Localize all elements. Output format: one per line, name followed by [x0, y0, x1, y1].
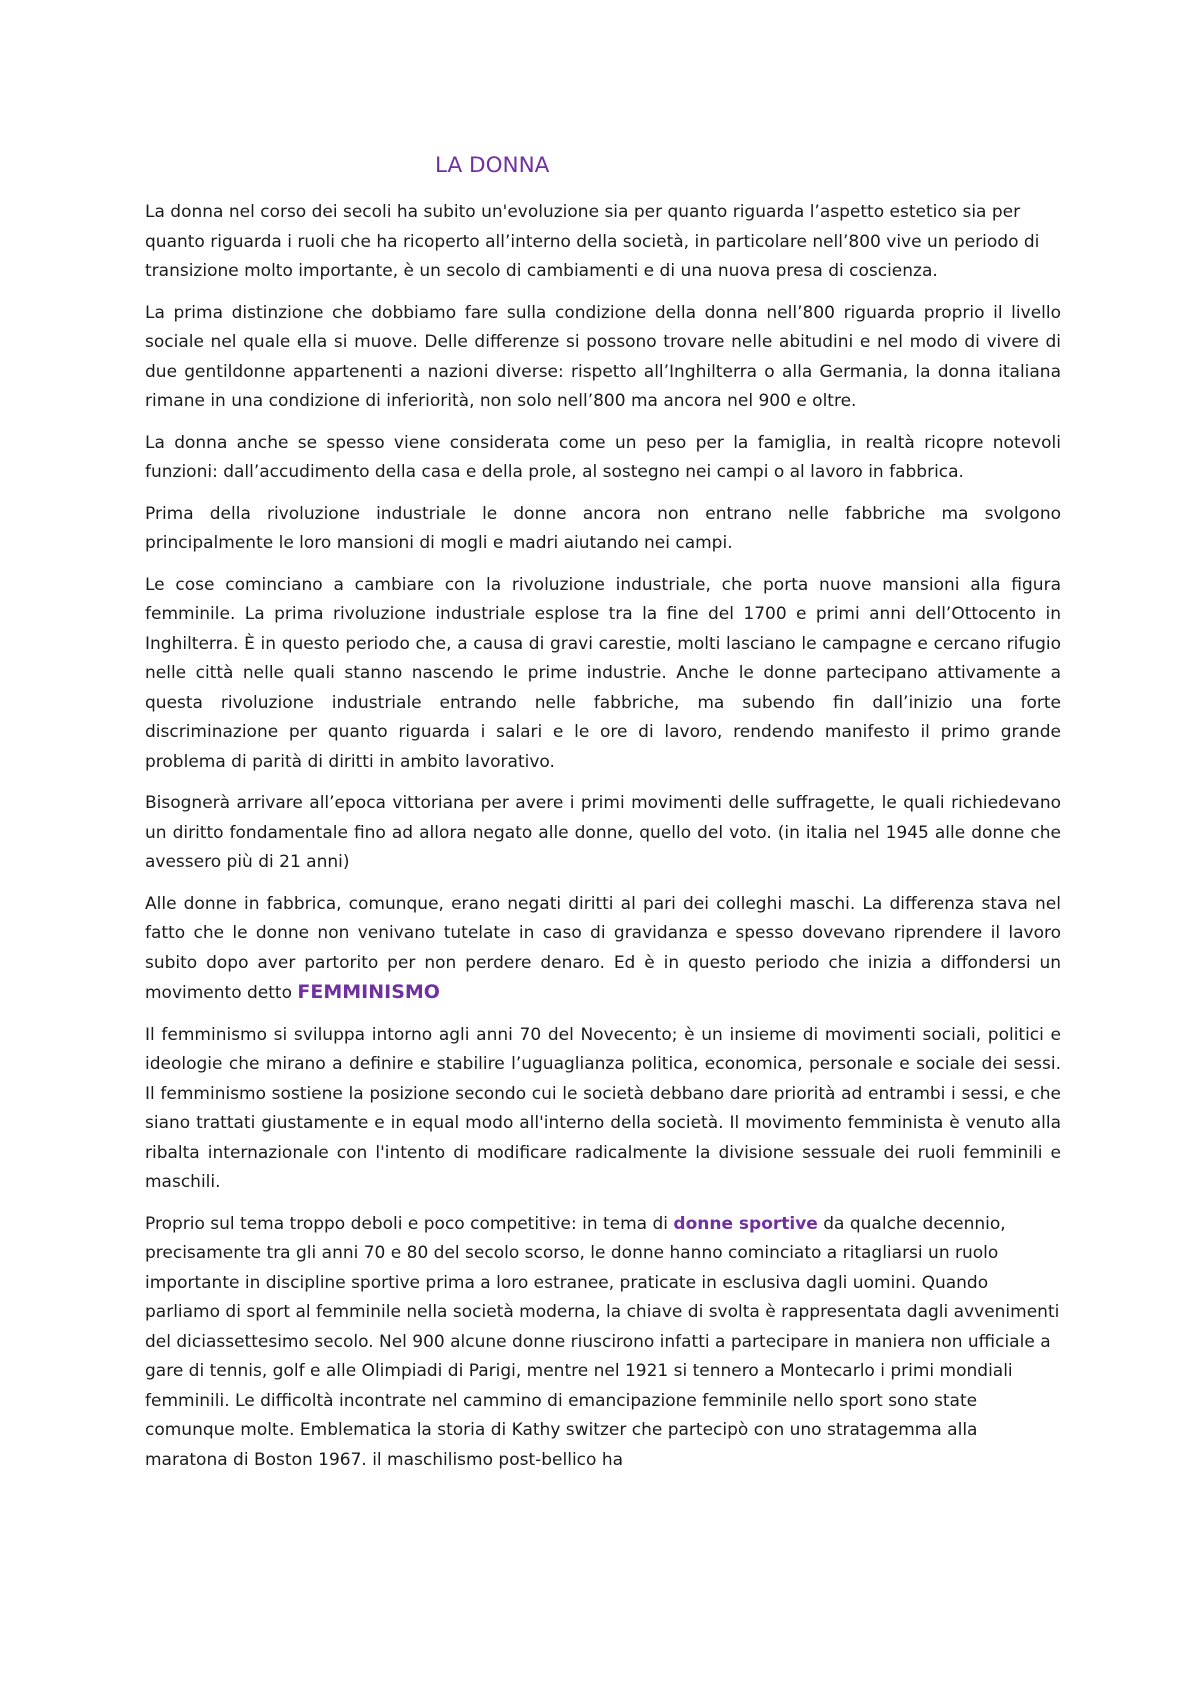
highlight-femminismo: FEMMINISMO: [297, 981, 440, 1003]
document-body: [145, 150, 1061, 1487]
paragraph-factory-rights-text: Alle donne in fabbrica, comunque, erano negati diritti al pari dei colleghi maschi. La differenza stava nel fatto che le donne non venivano tutelate in caso di gravidanza e spesso dovevano riprendere il lavoro subito dopo aver partorito per non perdere denaro. Ed è in questo periodo che inizia a diffondersi un movimento detto: [145, 893, 1061, 1003]
paragraph-factory-rights: [145, 890, 1061, 1009]
paragraph-suffragettes: Bisognerà arrivare all’epoca vittoriana per avere i primi movimenti delle suffragette, le quali richiedevano un diritto fondamentale fino ad allora negato alle donne, quello del voto. (in italia nel 1945 alle donne che avessero più di 21 anni): [145, 793, 1061, 872]
paragraph-family-role: La donna anche se spesso viene considerata come un peso per la famiglia, in realtà ricopre notevoli funzioni: dall’accudimento della casa e della prole, al sostegno nei campi o al lavoro in fabbrica.: [145, 432, 1061, 482]
highlight-donne-sportive: donne sportive: [673, 1213, 818, 1234]
paragraph-pre-industrial: Prima della rivoluzione industriale le donne ancora non entrano nelle fabbriche ma svolgono principalmente le loro mansioni di mogli e madri aiutando nei campi.: [145, 503, 1061, 553]
document-title: LA DONNA: [435, 153, 550, 178]
paragraph-social-level: La prima distinzione che dobbiamo fare sulla condizione della donna nell’800 riguarda proprio il livello sociale nel quale ella si muove. Delle differenze si possono trovare nelle abitudini e nel modo di vivere di due gentildonne appartenenti a nazioni diverse: rispetto all’Inghilterra o alla Germania, la donna italiana rimane in una condizione di inferiorità, non solo nell’800 ma ancora nel 900 e oltre.: [145, 302, 1061, 411]
paragraph-women-sport-text: da qualche decennio, precisamente tra gli anni 70 e 80 del secolo scorso, le donne hanno cominciato a ritagliarsi un ruolo importante in discipline sportive prima a loro estranee, praticate in esclusiva dagli uomini. Quando parliamo di sport al femminile nella società moderna, la chiave di svolta è rappresentata dagli avvenimenti del diciassettesimo secolo. Nel 900 alcune donne riuscirono infatti a partecipare in maniera non ufficiale a gare di tennis, golf e alle Olimpiadi di Parigi, mentre nel 1921 si tennero a Montecarlo i primi mondiali femminili. Le difficoltà incontrate nel cammino di emancipazione femminile nello sport sono state comunque molte. Emblematica la storia di Kathy switzer che partecipò con uno stratagemma alla maratona di Boston 1967. il maschilismo post-bellico ha: [145, 1213, 1060, 1470]
paragraph-women-sport: [145, 1210, 1061, 1476]
paragraph-intro: La donna nel corso dei secoli ha subito un'evoluzione sia per quanto riguarda l’aspetto estetico sia per quanto riguarda i ruoli che ha ricoperto all’interno della società, in particolare nell’800 vive un periodo di transizione molto importante, è un secolo di cambiamenti e di una nuova presa di coscienza.: [145, 202, 1040, 281]
paragraph-women-sport-intro: Proprio sul tema troppo deboli e poco competitive: in tema di: [145, 1213, 674, 1234]
paragraph-feminism: Il femminismo si sviluppa intorno agli anni 70 del Novecento; è un insieme di movimenti sociali, politici e ideologie che mirano a definire e stabilire l’uguaglianza politica, economica, personale e sociale dei sessi. Il femminismo sostiene la posizione secondo cui le società debbano dare priorità ad entrambi i sessi, e che siano trattati giustamente e in equal modo all'interno della società. Il movimento femminista è venuto alla ribalta internazionale con l'intento di modificare radicalmente la divisione sessuale dei ruoli femminili e maschili.: [145, 1024, 1061, 1192]
paragraph-industrial-revolution: Le cose cominciano a cambiare con la rivoluzione industriale, che porta nuove mansioni alla figura femminile. La prima rivoluzione industriale esplose tra la fine del 1700 e primi anni dell’Ottocento in Inghilterra. È in questo periodo che, a causa di gravi carestie, molti lasciano le campagne e cercano rifugio nelle città nelle quali stanno nascendo le prime industrie. Anche le donne partecipano attivamente a questa rivoluzione industriale entrando nelle fabbriche, ma subendo fin dall’inizio una forte discriminazione per quanto riguarda i salari e le ore di lavoro, rendendo manifesto il primo grande problema di parità di diritti in ambito lavorativo.: [145, 574, 1061, 772]
